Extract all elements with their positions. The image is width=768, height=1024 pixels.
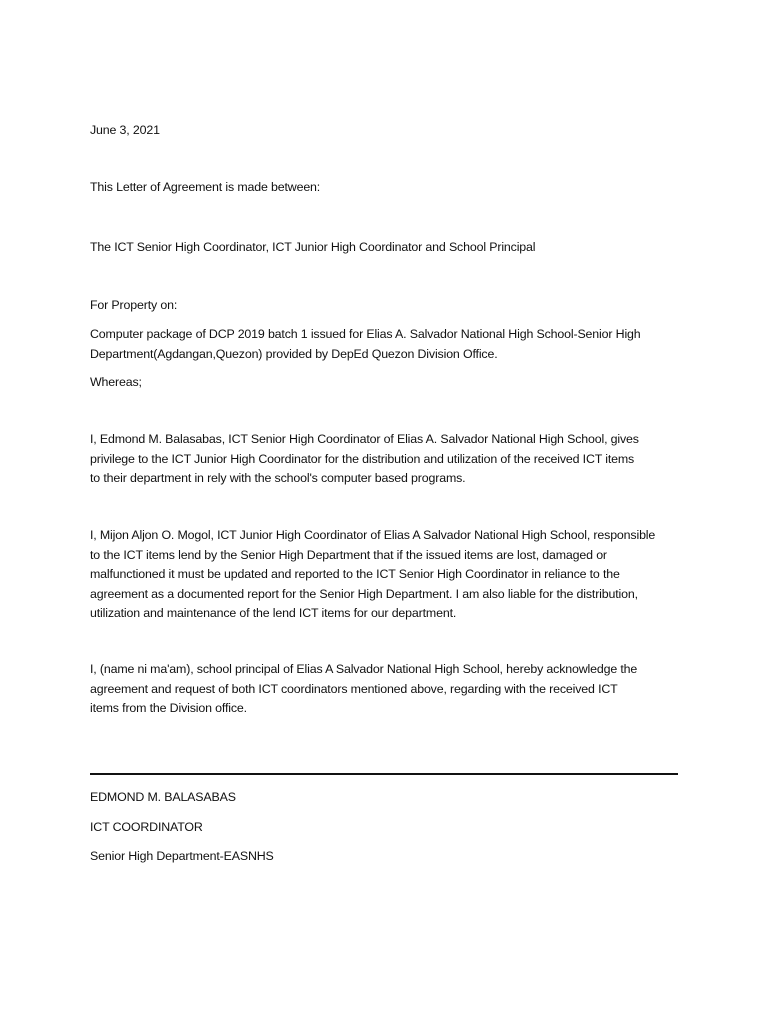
signature-line [90,773,678,775]
paragraph-line: privilege to the ICT Junior High Coordinator for the distribution and utilization of the received ICT items [90,451,635,466]
letter-parties: The ICT Senior High Coordinator, ICT Junior High Coordinator and School Principal [90,240,536,254]
property-line: Department(Agdangan,Quezon) provided by DepEd Quezon Division Office. [90,346,498,361]
paragraph-line: I, Mijon Aljon O. Mogol, ICT Junior High Coordinator of Elias A Salvador National High School, responsible [90,528,656,542]
paragraph-senior-high-coordinator [90,430,690,489]
paragraph-line: I, Edmond M. Balasabas, ICT Senior High Coordinator of Elias A. Salvador National High School, gives [90,432,639,446]
property-line: Computer package of DCP 2019 batch 1 issued for Elias A. Salvador National High School-Senior High [90,327,641,341]
paragraph-line: to their department in rely with the school's computer based programs. [90,471,466,485]
paragraph-line: utilization and maintenance of the lend ICT items for our department. [90,606,457,620]
whereas-label: Whereas; [90,375,142,389]
signatory-name: EDMOND M. BALASABAS [90,790,236,804]
paragraph-line: I, (name ni ma'am), school principal of Elias A Salvador National High School, hereby acknowledge the [90,662,638,676]
paragraph-line: agreement and request of both ICT coordinators mentioned above, regarding with the received ICT [90,681,618,696]
paragraph-line: items from the Division office. [90,701,247,715]
paragraph-school-principal [90,660,690,719]
property-description [90,325,690,364]
signatory-title: ICT COORDINATOR [90,820,203,834]
paragraph-junior-high-coordinator [90,526,690,624]
property-heading: For Property on: [90,298,178,312]
paragraph-line: to the ICT items lend by the Senior High Department that if the issued items are lost, damaged or [90,547,607,562]
paragraph-line: malfunctioned it must be updated and reported to the ICT Senior High Coordinator in reliance to the [90,567,620,581]
letter-intro: This Letter of Agreement is made between: [90,180,321,194]
signatory-department: Senior High Department-EASNHS [90,849,274,863]
letter-date: June 3, 2021 [90,123,160,137]
paragraph-line: agreement as a documented report for the Senior High Department. I am also liable for the distribution, [90,586,638,601]
